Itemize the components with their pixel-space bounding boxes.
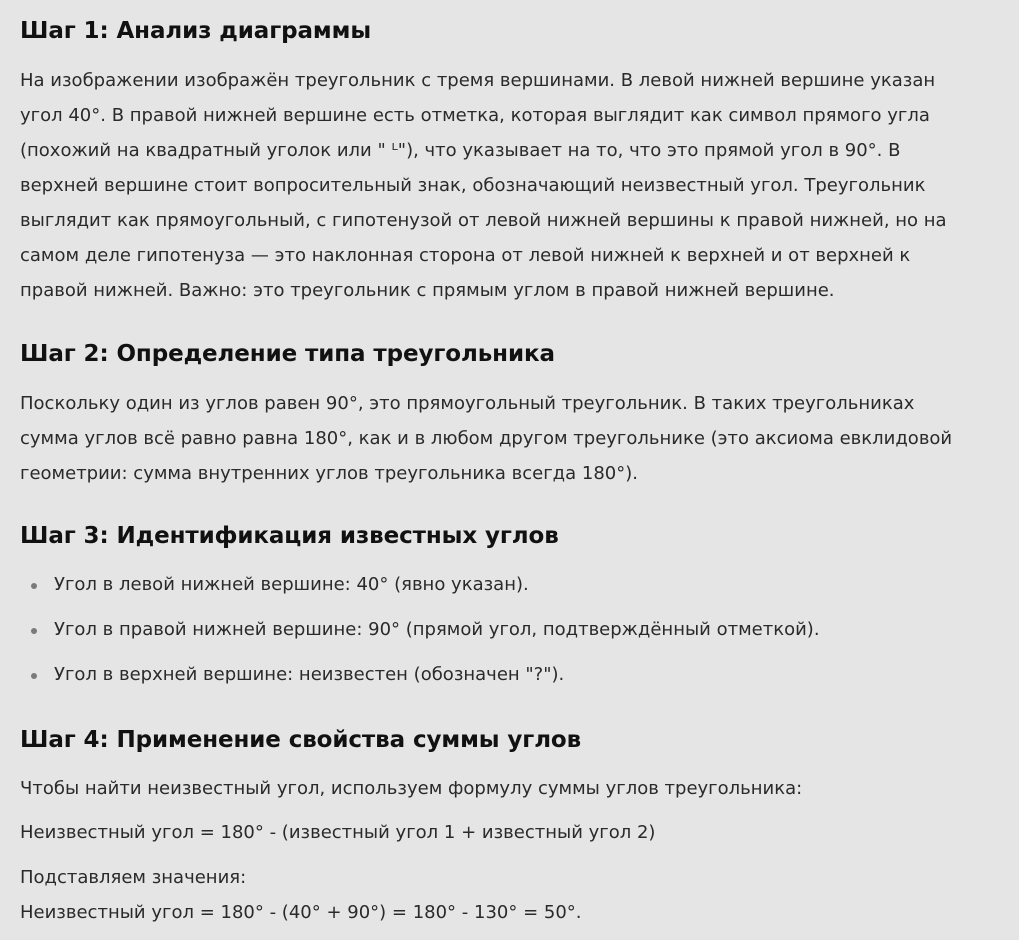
bullet-icon: [31, 673, 37, 679]
known-angles-list: [20, 567, 1000, 702]
paragraph-line: сумма углов всё равно равна 180°, как и в любом другом треугольнике (это аксиома евклидовой: [20, 428, 953, 449]
list-item-text: Угол в правой нижней вершине: 90° (прямой угол, подтверждённый отметкой).: [54, 619, 820, 640]
list-item: [20, 612, 1000, 657]
list-item: [20, 567, 1000, 612]
list-item-text: Угол в верхней вершине: неизвестен (обозначен "?").: [54, 664, 565, 685]
paragraph-line: Поскольку один из углов равен 90°, это прямоугольный треугольник. В таких треугольниках: [20, 393, 915, 414]
list-item-text: Угол в левой нижней вершине: 40° (явно указан).: [54, 574, 529, 595]
bullet-icon: [31, 628, 37, 634]
paragraph-line: правой нижней. Важно: это треугольник с прямым углом в правой нижней вершине.: [20, 280, 835, 301]
substitution-label: Подставляем значения:: [20, 867, 247, 888]
section-paragraph-step-1: [20, 63, 1000, 308]
section-heading-step-1: Шаг 1: Анализ диаграммы: [20, 18, 372, 44]
paragraph-line: угол 40°. В правой нижней вершине есть отметка, которая выглядит как символ прямого угла: [20, 105, 930, 126]
section-paragraph-step-2: [20, 386, 1000, 491]
section-heading-step-4: Шаг 4: Применение свойства суммы углов: [20, 727, 582, 753]
paragraph-line: верхней вершине стоит вопросительный знак, обозначающий неизвестный угол. Треугольник: [20, 175, 926, 196]
list-item: [20, 657, 1000, 702]
paragraph-line: выглядит как прямоугольный, с гипотенузой от левой нижней вершины к правой нижней, но на: [20, 210, 947, 231]
formula-intro-text: Чтобы найти неизвестный угол, используем формулу суммы углов треугольника:: [20, 778, 803, 799]
formula-text: Неизвестный угол = 180° - (известный угол 1 + известный угол 2): [20, 822, 656, 843]
section-heading-step-2: Шаг 2: Определение типа треугольника: [20, 341, 555, 367]
paragraph-line: самом деле гипотенуза — это наклонная сторона от левой нижней к верхней и от верхней к: [20, 245, 911, 266]
section-heading-step-3: Шаг 3: Идентификация известных углов: [20, 523, 559, 549]
paragraph-line: геометрии: сумма внутренних углов треугольника всегда 180°).: [20, 463, 638, 484]
paragraph-line: На изображении изображён треугольник с тремя вершинами. В левой нижней вершине указан: [20, 70, 936, 91]
paragraph-line: (похожий на квадратный уголок или " ᴸ"), что указывает на то, что это прямой угол в 90°. В: [20, 140, 901, 161]
bullet-icon: [31, 583, 37, 589]
result-text: Неизвестный угол = 180° - (40° + 90°) = 180° - 130° = 50°.: [20, 902, 582, 923]
